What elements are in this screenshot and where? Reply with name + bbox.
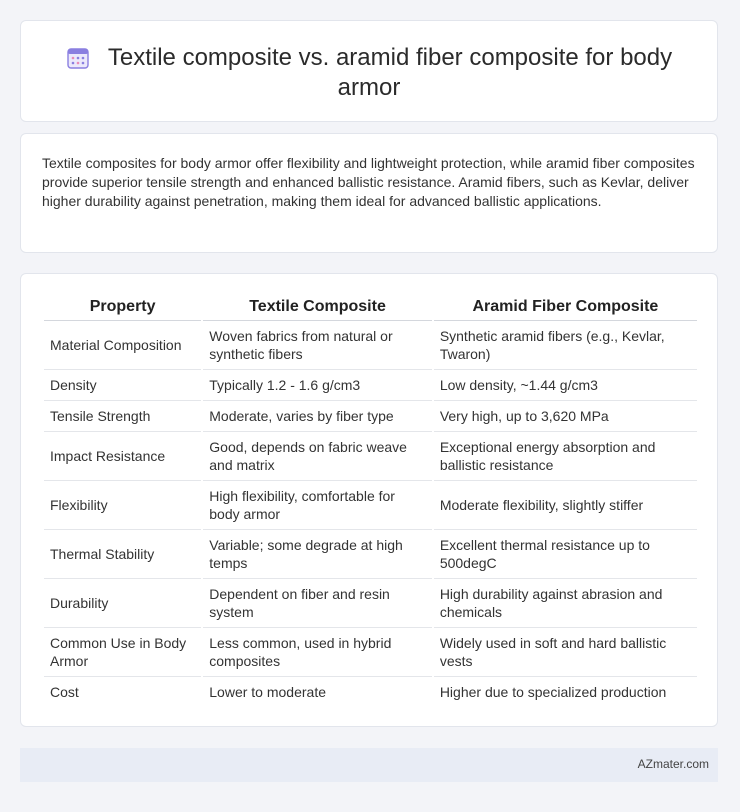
summary-paragraph: Textile composites for body armor offer flexibility and lightweight protection, while aramid fiber composites provide superior tensile strength and enhanced ballistic resistance. Aramid fibers, such as Kevlar, deliver higher durability against penetration, making them ideal for advanced ballistic applications. bbox=[42, 155, 695, 209]
comparison-card bbox=[20, 273, 718, 727]
table-row bbox=[44, 530, 697, 579]
title-wrap bbox=[21, 43, 717, 103]
cell-aramid: Moderate flexibility, slightly stiffer bbox=[434, 481, 697, 530]
cell-property: Cost bbox=[50, 684, 79, 700]
cell-textile: Typically 1.2 - 1.6 g/cm3 bbox=[203, 370, 432, 401]
cell-property: Density bbox=[44, 370, 201, 401]
cell-textile: Dependent on fiber and resin system bbox=[203, 579, 432, 628]
calendar-icon bbox=[66, 46, 90, 70]
cell-aramid: Very high, up to 3,620 MPa bbox=[434, 401, 697, 432]
header-textile-composite: Textile Composite bbox=[203, 294, 432, 321]
cell-textile: Less common, used in hybrid composites bbox=[203, 628, 432, 677]
cell-property: Thermal Stability bbox=[44, 530, 201, 579]
table-row bbox=[44, 432, 697, 481]
cell-property: Common Use in Body Armor bbox=[44, 628, 201, 677]
cell-property: Material Composition bbox=[44, 321, 201, 370]
table-row bbox=[44, 579, 697, 628]
cell-property: Flexibility bbox=[44, 481, 201, 530]
table-row bbox=[44, 677, 697, 707]
cell-textile: Good, depends on fabric weave and matrix bbox=[203, 432, 432, 481]
table-row bbox=[44, 370, 697, 401]
table-row bbox=[44, 401, 697, 432]
cell-property: Impact Resistance bbox=[44, 432, 201, 481]
comparison-table bbox=[42, 294, 699, 707]
table-header-row bbox=[44, 294, 697, 321]
cell-textile: Woven fabrics from natural or synthetic fibers bbox=[203, 321, 432, 370]
cell-aramid: High durability against abrasion and chemicals bbox=[434, 579, 697, 628]
cell-textile: Moderate, varies by fiber type bbox=[203, 401, 432, 432]
table-row bbox=[44, 628, 697, 677]
header-aramid-composite: Aramid Fiber Composite bbox=[434, 294, 697, 321]
cell-textile: High flexibility, comfortable for body armor bbox=[203, 481, 432, 530]
cell-aramid: Excellent thermal resistance up to 500degC bbox=[434, 530, 697, 579]
cell-aramid: Higher due to specialized production bbox=[439, 684, 667, 700]
cell-textile: Variable; some degrade at high temps bbox=[203, 530, 432, 579]
header-property: Property bbox=[44, 294, 201, 321]
footer-site-link[interactable]: AZmater.com bbox=[637, 757, 709, 771]
table-row bbox=[44, 321, 697, 370]
cell-aramid: Exceptional energy absorption and ballistic resistance bbox=[434, 432, 697, 481]
footer-bar bbox=[20, 748, 718, 782]
cell-property: Tensile Strength bbox=[44, 401, 201, 432]
page-title: Textile composite vs. aramid fiber composite for body armor bbox=[107, 44, 673, 101]
cell-aramid: Synthetic aramid fibers (e.g., Kevlar, Twaron) bbox=[434, 321, 697, 370]
title-card bbox=[20, 20, 718, 122]
cell-aramid: Widely used in soft and hard ballistic vests bbox=[434, 628, 697, 677]
cell-aramid: Low density, ~1.44 g/cm3 bbox=[434, 370, 697, 401]
table-row bbox=[44, 481, 697, 530]
summary-card bbox=[20, 133, 718, 253]
cell-textile: Lower to moderate bbox=[209, 684, 326, 700]
cell-property: Durability bbox=[44, 579, 201, 628]
